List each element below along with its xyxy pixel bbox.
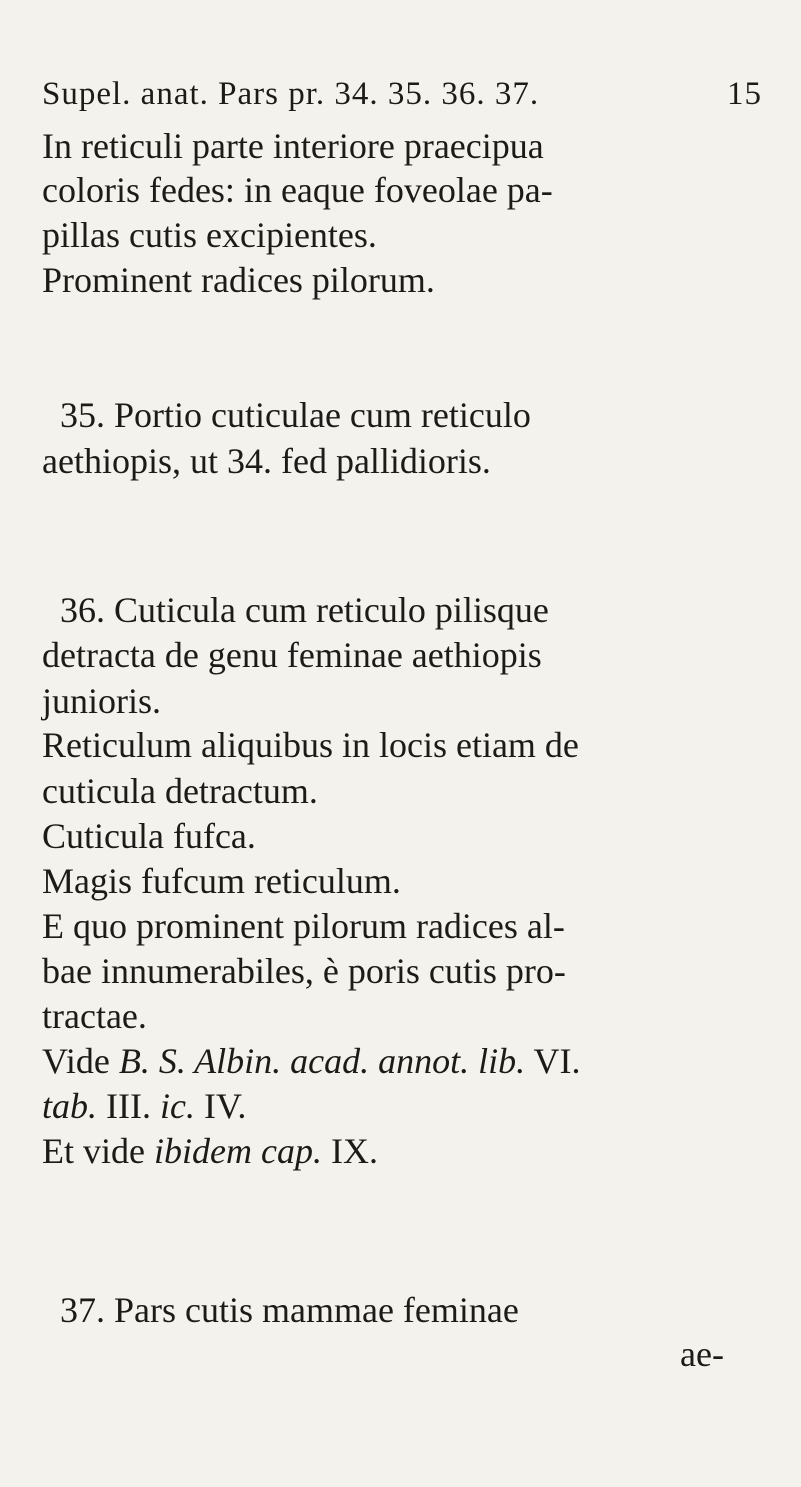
section-37-heading: 37. Pars cutis mammae feminae xyxy=(60,1290,519,1330)
page-number: 15 xyxy=(727,76,762,112)
reference-chapter: IX. xyxy=(321,1131,378,1171)
reference-tab-number: III. xyxy=(97,1086,160,1126)
text-line-8: detracta de genu feminae aethiopis xyxy=(42,635,542,675)
reference-prefix-2: Et vide xyxy=(42,1131,154,1171)
reference-cite: ibidem cap. xyxy=(153,1131,322,1171)
running-header xyxy=(42,76,762,113)
running-title: Supel. anat. Pars pr. 34. 35. 36. 37. xyxy=(42,76,540,112)
text-line-2: coloris fedes: in eaque foveolae pa- xyxy=(42,170,553,210)
reference-author: B. S. Albin. acad. annot. lib. xyxy=(118,1041,526,1081)
text-line-15: bae innumerabiles, è poris cutis pro- xyxy=(42,951,566,991)
reference-line-1 xyxy=(42,1043,581,1079)
text-line-11: cuticula detractum. xyxy=(42,771,318,811)
reference-line-2 xyxy=(42,1088,246,1124)
section-35-heading: 35. Portio cuticulae cum reticulo xyxy=(60,395,531,435)
reference-ic: ic. xyxy=(159,1086,195,1126)
section-36-heading: 36. Cuticula cum reticulo pilisque xyxy=(60,590,549,630)
text-line-16: tractae. xyxy=(42,996,147,1036)
text-line-6: aethiopis, ut 34. fed pallidioris. xyxy=(42,441,491,481)
reference-line-3 xyxy=(42,1133,378,1169)
text-line-12: Cuticula fufca. xyxy=(42,816,256,856)
reference-ic-number: IV. xyxy=(194,1086,247,1126)
text-line-10: Reticulum aliquibus in locis etiam de xyxy=(42,725,579,765)
text-line-13: Magis fufcum reticulum. xyxy=(42,861,401,901)
text-line-4: Prominent radices pilorum. xyxy=(42,260,435,300)
text-line-14: E quo prominent pilorum radices al- xyxy=(42,906,565,946)
reference-prefix: Vide xyxy=(42,1041,119,1081)
text-line-3: pillas cutis excipientes. xyxy=(42,215,377,255)
reference-book: VI. xyxy=(525,1041,581,1081)
reference-tab: tab. xyxy=(42,1086,98,1126)
text-line-1: In reticuli parte interiore praecipua xyxy=(42,126,544,166)
catchword: ae- xyxy=(680,1334,724,1374)
text-line-9: junioris. xyxy=(42,681,162,721)
